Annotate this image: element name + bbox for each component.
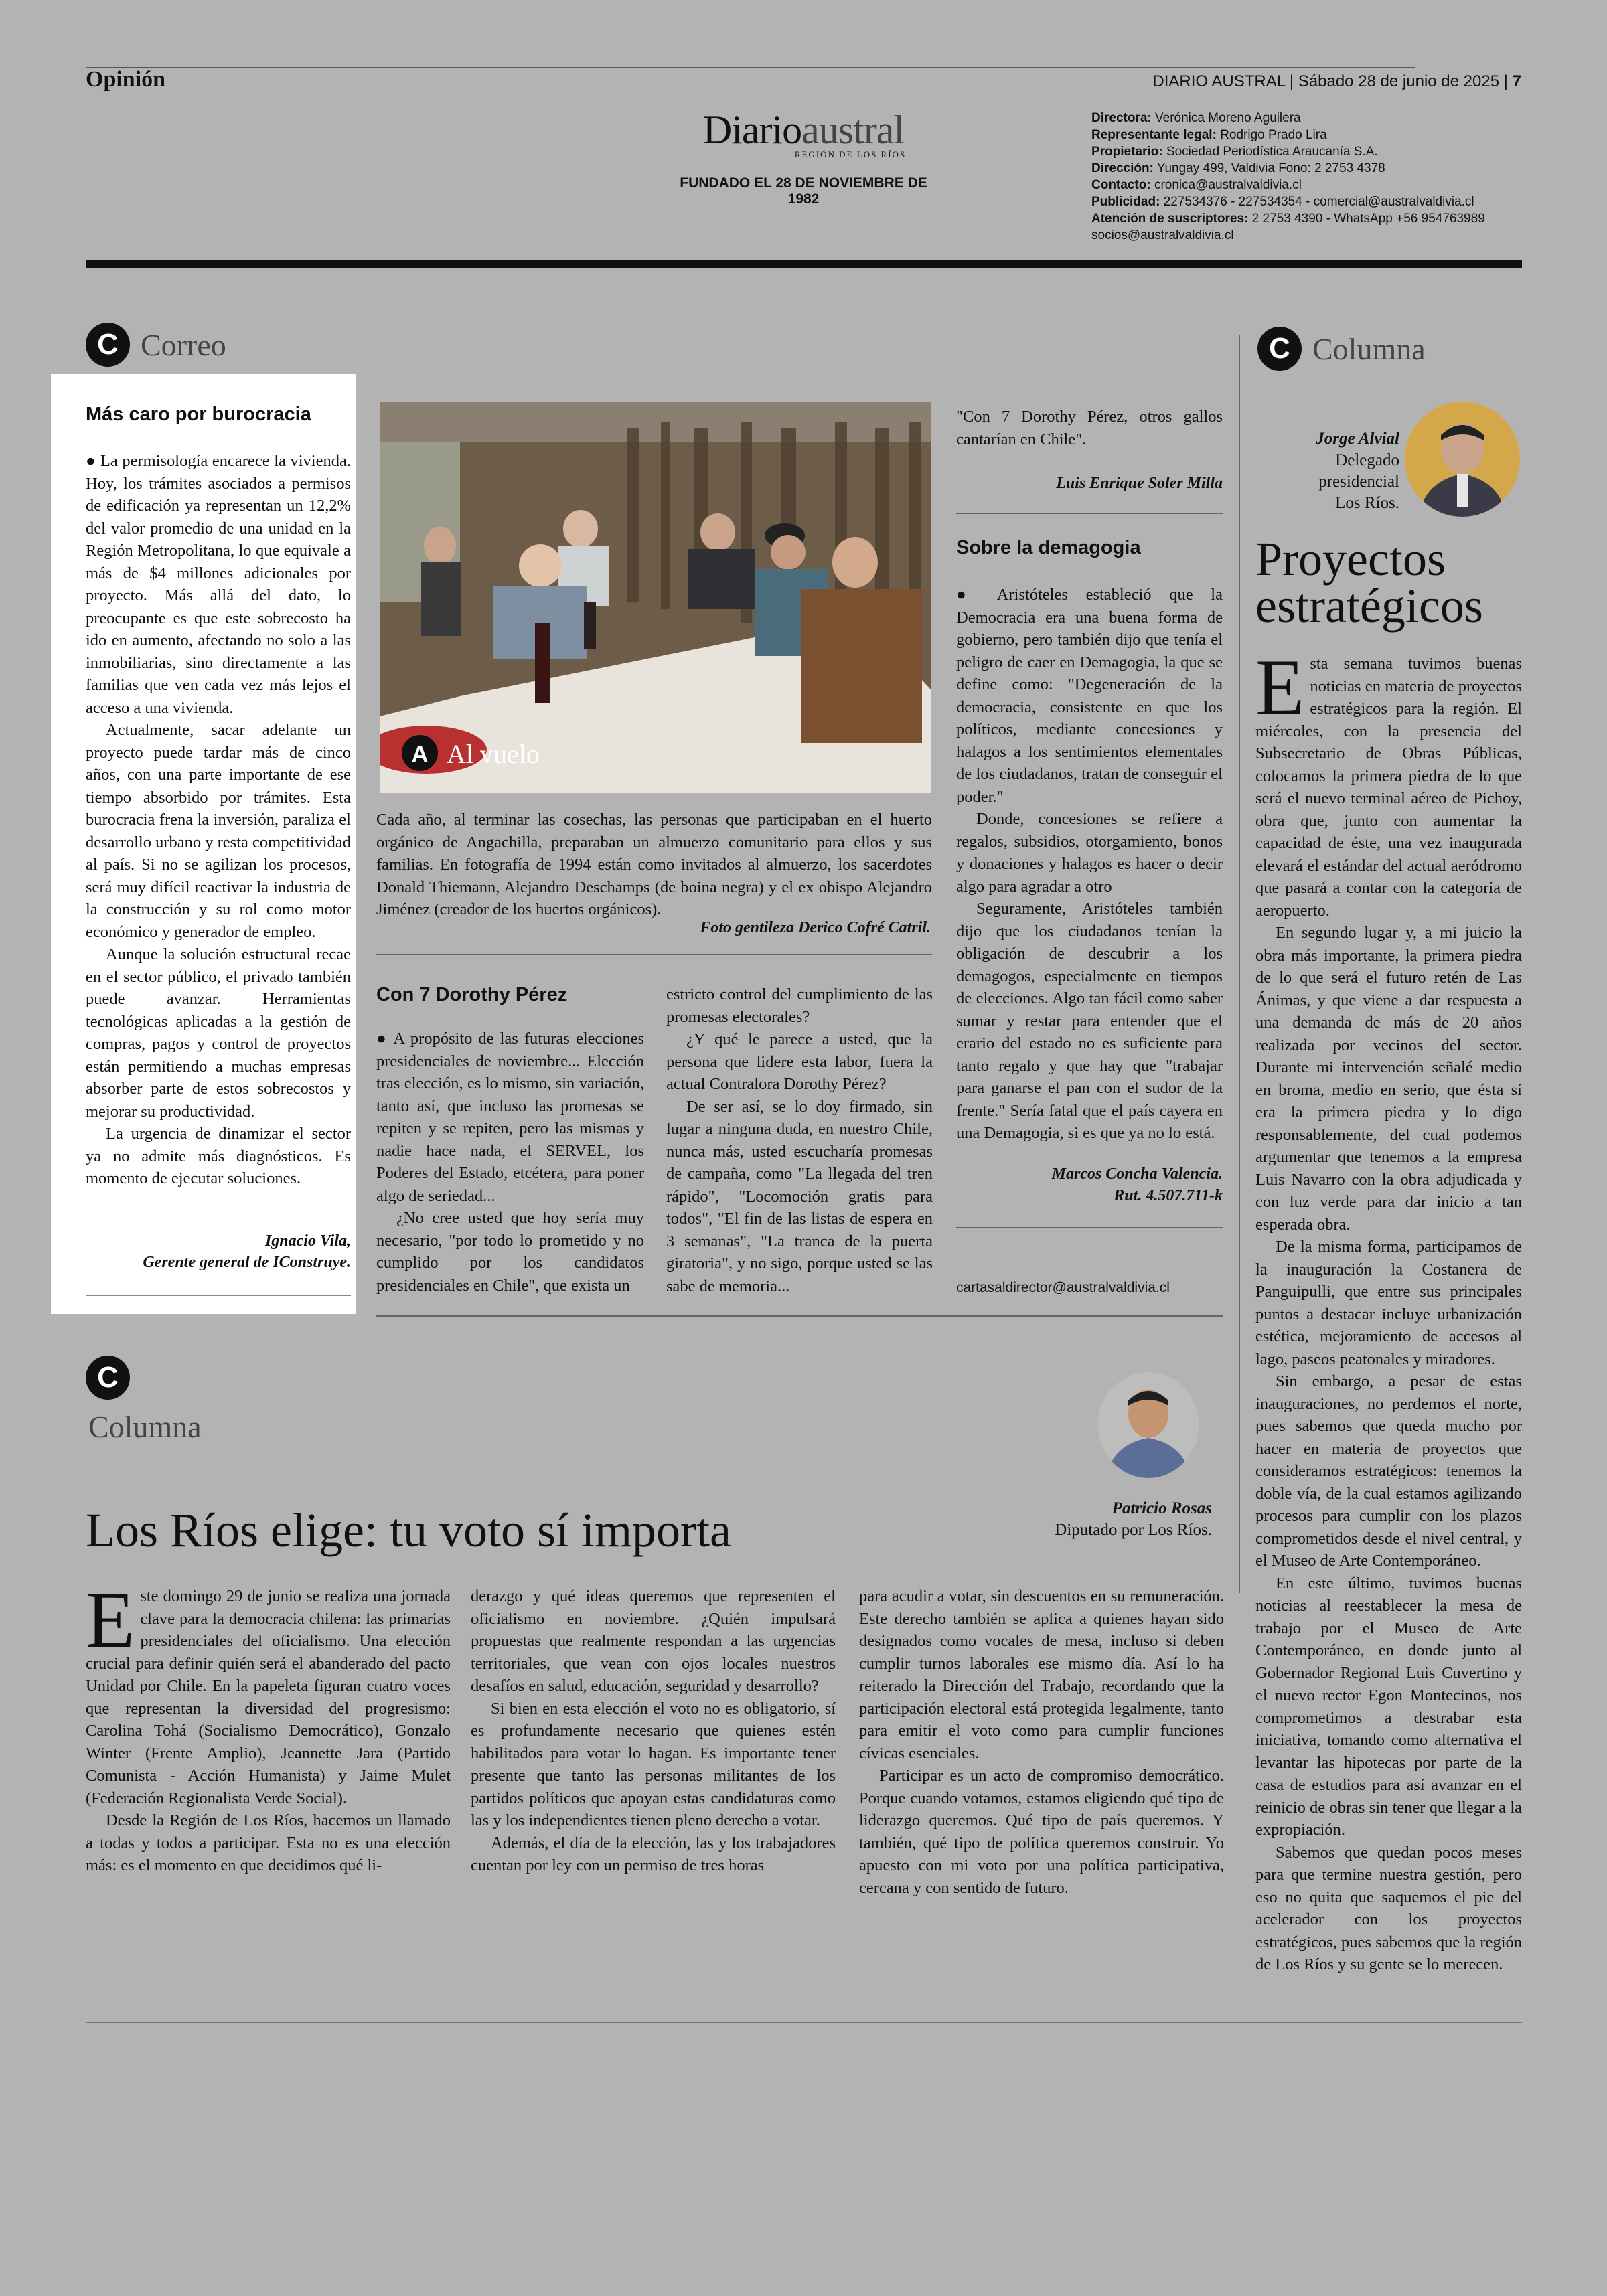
issue-line: DIARIO AUSTRAL | Sábado 28 de junio de 2025 | 7 bbox=[1152, 72, 1521, 90]
bottom-columnist-byline: Patricio Rosas Diputado por Los Ríos. bbox=[1055, 1499, 1212, 1539]
page-bottom-rule bbox=[86, 2022, 1522, 2023]
columnist-byline: Jorge Alvial Delegado presidencial Los Ríos. bbox=[1316, 430, 1399, 512]
bottom-columna-tag bbox=[86, 1356, 202, 1445]
columnist-photo bbox=[1405, 402, 1520, 517]
photo-caption: Cada año, al terminar las cosechas, las personas que participaban en el huerto orgánico de Angachilla, preparaban un almuerzo comunitario para ellos y sus familias. En fotografía de 1994 están como invitados al almuerzo, los sacerdotes Donald Thiemann, Alejandro Deschamps (de boina negra) y el ex obispo Alejandro Jiménez (creador de los huertos orgánicos). bbox=[376, 811, 932, 918]
masthead bbox=[663, 107, 944, 160]
header-top-rule bbox=[86, 67, 1415, 68]
bottom-column-body-3: para acudir a votar, sin descuentos en su remuneración. Este derecho también se aplica a quienes hayan sido designados como vocales de mesa, incluso si deben cumplir turnos laborales ese mismo día. Así lo ha reiterado la Dirección del Trabajo, recordando que la participación electoral está protegida legalmente, tanto para emitir el voto como para cumplir funciones cívicas esenciales. Participar es un acto de compromiso democrático. Porque cuando votamos, estamos eligiendo qué tipo de liderazgo queremos. Qué tipo de país queremos. Y también, qué tipo de política queremos construir. Yo apuesto con mi voto por una política participativa, cercana y con sentido de futuro. bbox=[859, 1587, 1224, 1897]
staff-line: Propietario: Sociedad Periodística Araucanía S.A. bbox=[1091, 145, 1378, 159]
staff-line: socios@australvaldivia.cl bbox=[1091, 228, 1234, 242]
masthead-region: REGIÓN DE LOS RÍOS bbox=[794, 149, 907, 159]
section-label: Opinión bbox=[86, 67, 166, 92]
staff-box bbox=[1091, 110, 1527, 244]
bottom-column-dropcap: E bbox=[86, 1575, 135, 1664]
bottom-columna-tag-badge: C bbox=[86, 1356, 130, 1400]
letters-email[interactable]: cartasaldirector@australvaldivia.cl bbox=[956, 1280, 1170, 1295]
photo-rule bbox=[376, 954, 932, 955]
staff-line: Representante legal: Rodrigo Prado Lira bbox=[1091, 128, 1327, 142]
correo-tag bbox=[86, 323, 226, 367]
column-divider bbox=[1239, 335, 1240, 1593]
letter-body-continued: estricto control del cumplimiento de las promesas electorales? ¿Y qué le parece a usted, que la persona que lidere esta labor, fuera la actual Contralora Dorothy Pérez? De ser así, se lo doy firmado, sin lugar a ninguna duda, en nuestro Chile, nunca más, usted escucharía promesas de campaña, como "La llegada del tren rápido", "Locomoción gratis para todos", "El fin de las listas de espera en 3 semanas", "La tranca de la puerta giratoria", y no sigo, porque usted se las sabe de memoria... bbox=[666, 985, 933, 1295]
column-title: Proyectos estratégicos bbox=[1255, 532, 1483, 633]
letter-body-continued: "Con 7 Dorothy Pérez, otros gallos cantarían en Chile". bbox=[956, 408, 1223, 448]
letter-rule bbox=[956, 1227, 1223, 1228]
letter-body: ● Aristóteles estableció que la Democracia era una buena forma de gobierno, pero también dijo que tenía el peligro de caer en Demagogia, la que se define como: "Degeneración de la democracia, consistente en que los políticos, mediante concesiones y halagos a los sentimientos elementales de los ciudadanos, tratan de conseguir el poder." Donde, concesiones se refiere a regalos, subsidios, otorgamiento, bonos y donaciones y halagos es hacer o decir algo para agradar a otro Seguramente, Aristóteles también dijo que los ciudadanos tenían la obligación de descubrir a los demagogos, especialmente en tiempos de elecciones. Algo tan fácil como saber sumar y restar para entender que el erario del estado no es suficiente para tanto regalo y que hay que "trabajar para ganarse el pan con el sudor de la frente." Sería fatal que el país cayera en una Demagogia, si es que ya no lo está. bbox=[956, 586, 1223, 1142]
issue-date: Sábado 28 de junio de 2025 bbox=[1298, 72, 1500, 90]
founded-line: FUNDADO EL 28 DE NOVIEMBRE DE 1982 bbox=[680, 175, 927, 207]
letter-title: Sobre la demagogia bbox=[956, 537, 1141, 558]
letter-rule bbox=[86, 1295, 351, 1296]
letter-signature: Marcos Concha Valencia. Rut. 4.507.711-k bbox=[1051, 1165, 1223, 1204]
columna-tag bbox=[1257, 327, 1426, 371]
bottom-columna-tag-label: Columna bbox=[88, 1410, 202, 1444]
page-number: 7 bbox=[1512, 72, 1521, 90]
paper-name: DIARIO AUSTRAL bbox=[1152, 72, 1286, 90]
staff-line: Contacto: cronica@australvaldivia.cl bbox=[1091, 178, 1302, 192]
masthead-logo: Diarioaustral bbox=[702, 108, 905, 152]
bottom-column-body-2: derazgo y qué ideas queremos que representen el oficialismo en noviembre. ¿Quién impulsará propuestas que realmente respondan a las urgencias territoriales, que vean con ojos locales nuestros desafíos en salud, educación, seguridad y desarrollo? Si bien en esta elección el voto no es obligatorio, sí es profundamente necesario que quienes estén habilitados para votar lo hagan. Es importante tener presente que tanto las personas militantes de los partidos políticos que apoyan estas candidaturas como las y los independientes tienen pleno derecho a votar. Además, el día de la elección, las y los trabajadores cuentan por ley con un permiso de tres horas bbox=[471, 1587, 836, 1874]
letter-body: ● A propósito de las futuras elecciones presidenciales de noviembre... Elección tras elección, es lo mismo, sin variación, tanto así, que incluso las promesas se repiten y se repiten, pero las mismas y nadie hace nada, el SERVEL, los Poderes del Estado, etcétera, para poner algo de seriedad... ¿No cree usted que hoy sería muy necesario, "por todo lo prometido y no cumplido por los candidatos presidenciales en Chile", que exista un bbox=[376, 1030, 644, 1295]
header-bar bbox=[86, 260, 1522, 268]
photo-credit: Foto gentileza Derico Cofré Catril. bbox=[700, 919, 931, 936]
correo-tag-label: Correo bbox=[141, 327, 226, 362]
letter-rule bbox=[956, 513, 1223, 514]
letter-signature: Ignacio Vila, Gerente general de IConstruye. bbox=[143, 1232, 351, 1271]
photo-tag-badge: A bbox=[411, 742, 429, 767]
letter-signature: Luis Enrique Soler Milla bbox=[1056, 475, 1223, 492]
correo-tag-badge: C bbox=[86, 323, 130, 367]
letter-title: Con 7 Dorothy Pérez bbox=[376, 984, 568, 1005]
staff-line: Publicidad: 227534376 - 227534354 - comercial@australvaldivia.cl bbox=[1091, 195, 1474, 209]
staff-line: Directora: Verónica Moreno Aguilera bbox=[1091, 111, 1301, 125]
staff-line: Atención de suscriptores: 2 2753 4390 - WhatsApp +56 954763989 bbox=[1091, 212, 1485, 226]
columna-tag-badge: C bbox=[1257, 327, 1302, 371]
letter-title: Más caro por burocracia bbox=[86, 404, 311, 425]
column-body: Esta semana tuvimos buenas noticias en materia de proyectos estratégicos para la región. El miércoles, con la presencia del Subsecretario de Obras Públicas, colocamos la primera piedra de lo que será el nuevo terminal aéreo de Pichoy, obra que, junto con aumentar la capacidad de éste, una vez inaugurada elevará el estándar del actual aeródromo que pasará a contar con la categoría de aeropuerto. En segundo lugar y, a mi juicio la obra más importante, la primera piedra de lo que será el futuro retén de Las Ánimas, y que viene a dar respuesta a una demanda de más de 20 años realizada por vecinos del sector. Durante mi intervención señalé medio en broma, medio en serio, que ésta sí era la primera piedra y lo digo responsablemente, del cual podemos argumentar que tenemos a la empresa Luis Navarro con la obra adjudicada y con luz verde para dar inicio a tan esperada obra. De la misma forma, participamos de la inauguración la Costanera de Panguipulli, que entre sus principales puntos a destacar incluye urbanización estética, mejoramiento de accesos al lago, paseos peatonales y miradores. Sin embargo, a pesar de estas inauguraciones, no perdemos el norte, pues sabemos que queda mucho por hacer en materia de proyectos que consideramos estratégicos: tenemos la doble vía, de la cual estamos agilizando procesos para cumplir con los plazos comprometidos desde el nivel central, y el Museo de Arte Contemporáneo. En este último, tuvimos buenas noticias al reestablecer la mesa de trabajo por el Museo de Arte Contemporáneo, en donde junto al Gobernador Regional Luis Cuvertino y el nuevo rector Egon Montecinos, nos comprometimos a destrabar esta iniciativa, tomando como alternativa el levantar las hipotecas por parte de la casa de estudios para así avanzar en el reinicio de obras sin tener que llegar a la expropiación. Sabemos que quedan pocos meses para que termine nuestra gestión, pero eso no quita que saquemos el pie del acelerador con los proyectos estratégicos, pues sabemos que la región de Los Ríos y su gente se lo merecen. bbox=[1255, 643, 1522, 1973]
photo-tag-label: Al vuelo bbox=[447, 739, 540, 769]
column-dropcap: E bbox=[1255, 643, 1305, 732]
archive-photo bbox=[380, 402, 931, 793]
correo-bottom-rule bbox=[376, 1315, 1223, 1317]
bottom-column-body: Este domingo 29 de junio se realiza una jornada clave para la democracia chilena: las primarias presidenciales del oficialismo. Una elección crucial para definir quién será el abanderado del pacto Unidad por Chile. En la papeleta figuran cuatro voces que representan la diversidad del progresismo: Carolina Tohá (Socialismo Democrático), Gonzalo Winter (Frente Amplio), Jeannette Jara (Partido Comunista - Acción Humanista) y Jaime Mulet (Federación Regionalista Verde Social). Desde la Región de Los Ríos, hacemos un llamado a todas y todos a participar. Esta no es una elección más: es el momento en que decidimos qué li- bbox=[86, 1575, 451, 1874]
columnist-photo bbox=[1098, 1372, 1199, 1478]
staff-line: Dirección: Yungay 499, Valdivia Fono: 2 2753 4378 bbox=[1091, 161, 1385, 175]
letter-body: ● La permisología encarece la vivienda. Hoy, los trámites asociados a permisos de edificación ya representan un 12,2% del valor promedio de una unidad en la Región Metropolitana, lo que equivale a más de $4 millones adicionales por proyecto. Más allá del dato, lo preocupante es que este sobrecosto ha ido en aumento, afectando no solo a las inmobiliarias, sino directamente a las familias que ven cada vez más lejos el acceso a una vivienda. Actualmente, sacar adelante un proyecto puede tardar más de cinco años, con una parte importante de ese tiempo absorbido por trámites. Esta burocracia frena la inversión, paraliza el desarrollo urbano y resta competitividad al país. Si no se agilizan los procesos, será muy difícil reactivar la industria de la construcción y su rol como motor económico y generador de empleo. Aunque la solución estructural recae en el sector público, el privado también puede avanzar. Herramientas tecnológicas aplicadas a la gestión de compras, pagos y control de proyectos están permitiendo a muchas empresas absorber parte de estos sobrecostos y mejorar su productividad. La urgencia de dinamizar el sector ya no admite más diagnósticos. Es momento de ejecutar soluciones. bbox=[86, 452, 351, 1187]
bottom-column-title: Los Ríos elige: tu voto sí importa bbox=[86, 1503, 731, 1557]
columna-tag-label: Columna bbox=[1312, 331, 1426, 366]
